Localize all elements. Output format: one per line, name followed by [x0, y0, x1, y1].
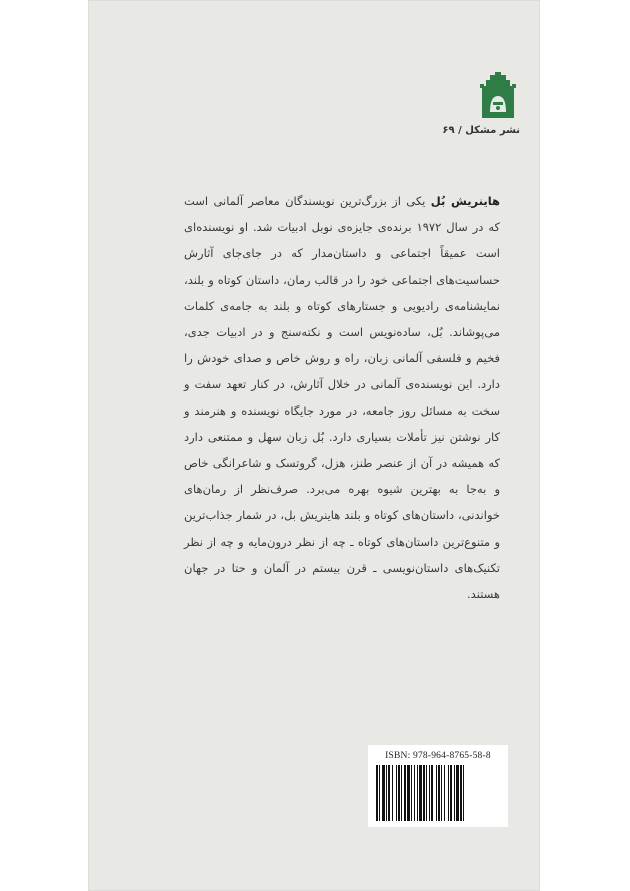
- mosque-tower-logo-icon: [478, 72, 518, 120]
- isbn-label: ISBN: 978-964-8765-58-8: [385, 751, 491, 761]
- blurb-paragraph: [184, 188, 500, 607]
- barcode-icon: [376, 765, 500, 821]
- publisher-series-label: نشر مشکل / ۶۹: [442, 125, 520, 136]
- barcode-area: [368, 745, 508, 827]
- author-name: هاینریش بُل: [430, 194, 500, 208]
- blurb-body: یکی از بزرگ‌ترین نویسندگان معاصر آلمانی است که در سال ۱۹۷۲ برنده‌ی جایزه‌ی نوبل ادبیات شد. او نویسنده‌ای است عمیقاً اجتماعی و داستان‌مدار که در جای‌جای آثارش حساسیت‌های اجتماعی خود را در قالب رمان، داستان کوتاه و بلند، نمایشنامه‌ی رادیویی و جستارهای کوتاه و بلند به جامه‌ی کلمات می‌پوشاند. بُل، ساده‌نویس است و نکته‌سنج و در ادبیات جدی، فخیم و فلسفی آلمانی زبان، راه و روش خاص و صدای خودش را دارد. این نویسنده‌ی آلمانی در خلال آثارش، در کنار تعهد سفت و سخت به مسائل روز جامعه، در مورد جایگاه نویسنده و هنرمند و کار نوشتن نیز تأملات بسیاری دارد. بُل زبان سهل و ممتنعی دارد که همیشه در آن از عنصر طنز، هزل، گروتسک و شاعرانگی خاص و به‌جا به بهترین شیوه بهره می‌برد. صرف‌نظر از رمان‌های خواندنی، داستان‌های کوتاه و بلند هاینریش بل، در شمار جذاب‌ترین و متنوع‌ترین داستان‌های کوتاه ـ چه از نظر درون‌مایه و چه از نظر تکنیک‌های داستان‌نویسی ـ قرن بیستم در آلمان و حتا در جهان هستند.: [184, 194, 501, 602]
- back-cover: [88, 0, 540, 891]
